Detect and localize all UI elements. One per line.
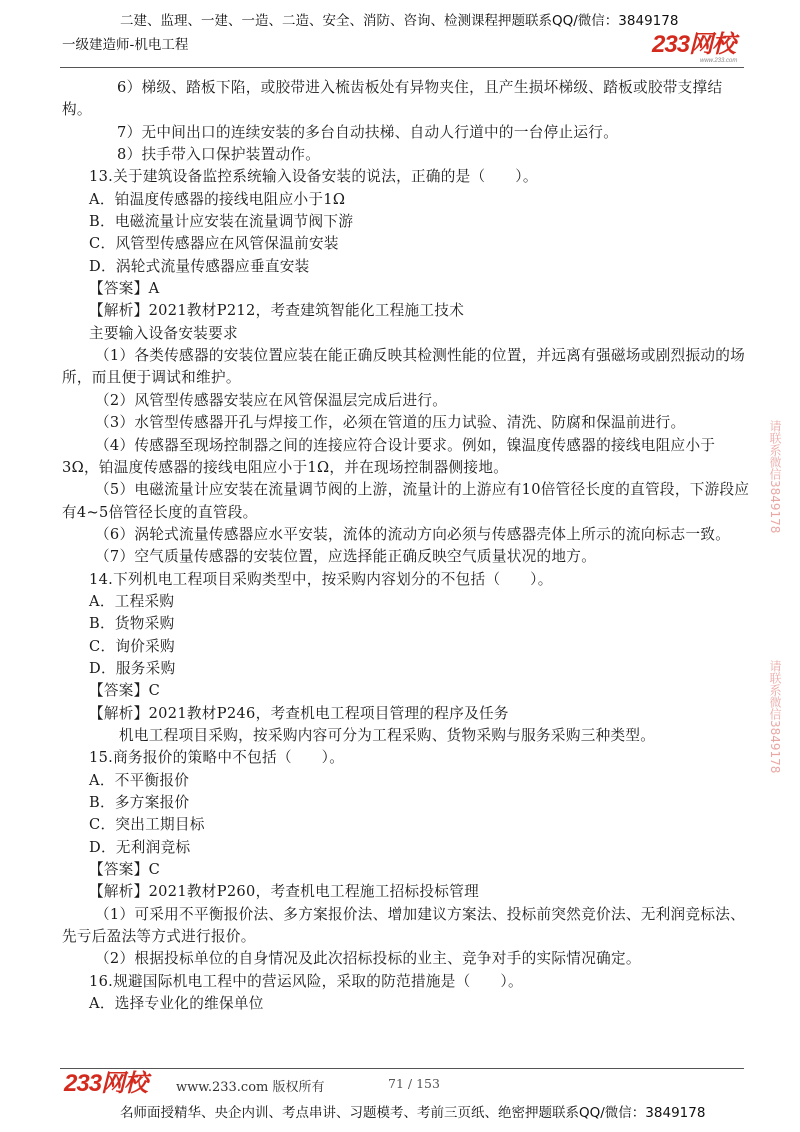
text-line: C．风管型传感器应在风管保温前安装: [89, 235, 339, 253]
document-body: [0, 77, 800, 1015]
text-line: 机电工程项目采购，按采购内容可分为工程采购、货物采购与服务采购三种类型。: [119, 726, 656, 744]
text-line: 【解析】2021教材P246，考查机电工程项目管理的程序及任务: [89, 704, 509, 722]
text-line: 7）无中间出口的连续安装的多台自动扶梯、自动人行道中的一台停止运行。: [117, 123, 619, 141]
brand-logo: 233网校: [652, 31, 736, 58]
footer-promo: 名师面授精华、央企内训、考点串讲、习题模考、考前三页纸、绝密押题联系QQ/微信：3849178: [120, 1105, 706, 1121]
footer-divider: [60, 1068, 744, 1069]
text-line: 【解析】2021教材P260，考查机电工程施工招标投标管理: [89, 883, 479, 901]
text-line: 6）梯级、踏板下陷，或胶带进入梳齿板处有异物夹住，且产生损坏梯级、踏板或胶带支撑结: [117, 79, 723, 96]
text-line: （2）风管型传感器安装应在风管保温层完成后进行。: [95, 391, 448, 409]
text-line: （3）水管型传感器开孔与焊接工作，必须在管道的压力试验、清洗、防腐和保温前进行。: [95, 414, 686, 432]
text-line: 主要输入设备安装要求: [89, 324, 238, 342]
footer-logo: 233网校: [64, 1070, 148, 1097]
text-line: 有4~5倍管径长度的直管段。: [62, 503, 258, 521]
watermark: 请联系微信3849178: [768, 660, 782, 774]
text-line: D．无利润竞标: [89, 838, 191, 856]
text-line: 【答案】C: [89, 861, 161, 879]
text-line: （1）各类传感器的安装位置应装在能正确反映其检测性能的位置，并远离有强磁场或剧烈振动的场: [95, 347, 746, 365]
text-line: （7）空气质量传感器的安装位置，应选择能正确反映空气质量状况的地方。: [95, 548, 597, 566]
text-line: A．工程采购: [89, 592, 175, 610]
text-line: D．涡轮式流量传感器应垂直安装: [89, 257, 310, 275]
text-line: 15.商务报价的策略中不包括（ ）。: [89, 749, 345, 767]
text-line: 【解析】2021教材P212，考查建筑智能化工程施工技术: [89, 302, 465, 320]
header-divider: [60, 67, 744, 68]
text-line: A．选择专业化的维保单位: [89, 995, 264, 1013]
text-line: （4）传感器至现场控制器之间的连接应符合设计要求。例如，镍温度传感器的接线电阻应小于: [95, 436, 716, 454]
brand-logo-url: www.233.com: [700, 58, 738, 64]
text-line: （6）涡轮式流量传感器应水平安装，流体的流动方向必须与传感器壳体上所示的流向标志一致。: [95, 525, 731, 543]
text-line: 【答案】A: [89, 280, 160, 298]
text-line: 14.下列机电工程项目采购类型中，按采购内容划分的不包括（ ）。: [89, 570, 553, 588]
text-line: 3Ω，铂温度传感器的接线电阻应小于1Ω，并在现场控制器侧接地。: [62, 458, 509, 476]
page-number: 71 / 153: [388, 1076, 440, 1091]
text-line: （1）可采用不平衡报价法、多方案报价法、增加建议方案法、投标前突然竞价法、无利润竞标法、: [95, 905, 746, 923]
text-line: A．不平衡报价: [89, 771, 190, 789]
text-line: 【答案】C: [89, 682, 161, 700]
watermark: 请联系微信3849178: [768, 420, 782, 534]
text-line: 构。: [62, 101, 92, 119]
text-line: （5）电磁流量计应安装在流量调节阀的上游，流量计的上游应有10倍管径长度的直管段，下游段应: [95, 481, 750, 499]
text-line: C．突出工期目标: [89, 816, 205, 834]
text-line: 所，而且便于调试和维护。: [62, 369, 241, 387]
text-line: B．货物采购: [89, 615, 175, 633]
text-line: B．电磁流量计应安装在流量调节阀下游: [89, 213, 354, 231]
text-line: B．多方案报价: [89, 794, 190, 811]
text-line: D．服务采购: [89, 659, 176, 677]
header-promo: 二建、监理、一建、一造、二造、安全、消防、咨询、检测课程押题联系QQ/微信：3849178: [120, 13, 679, 29]
text-line: 16.规避国际机电工程中的营运风险，采取的防范措施是（ ）。: [89, 972, 523, 990]
text-line: 先亏后盈法等方式进行报价。: [62, 928, 256, 946]
header-subject: 一级建造师-机电工程: [62, 37, 189, 53]
text-line: 13.关于建筑设备监控系统输入设备安装的说法，正确的是（ ）。: [89, 168, 538, 186]
text-line: （2）根据投标单位的自身情况及此次招标投标的业主、竞争对手的实际情况确定。: [95, 950, 641, 968]
text-line: A．铂温度传感器的接线电阻应小于1Ω: [89, 190, 346, 208]
text-line: C．询价采购: [89, 637, 175, 655]
footer-copyright: www.233.com 版权所有: [176, 1080, 325, 1095]
text-line: 8）扶手带入口保护装置动作。: [117, 146, 321, 164]
